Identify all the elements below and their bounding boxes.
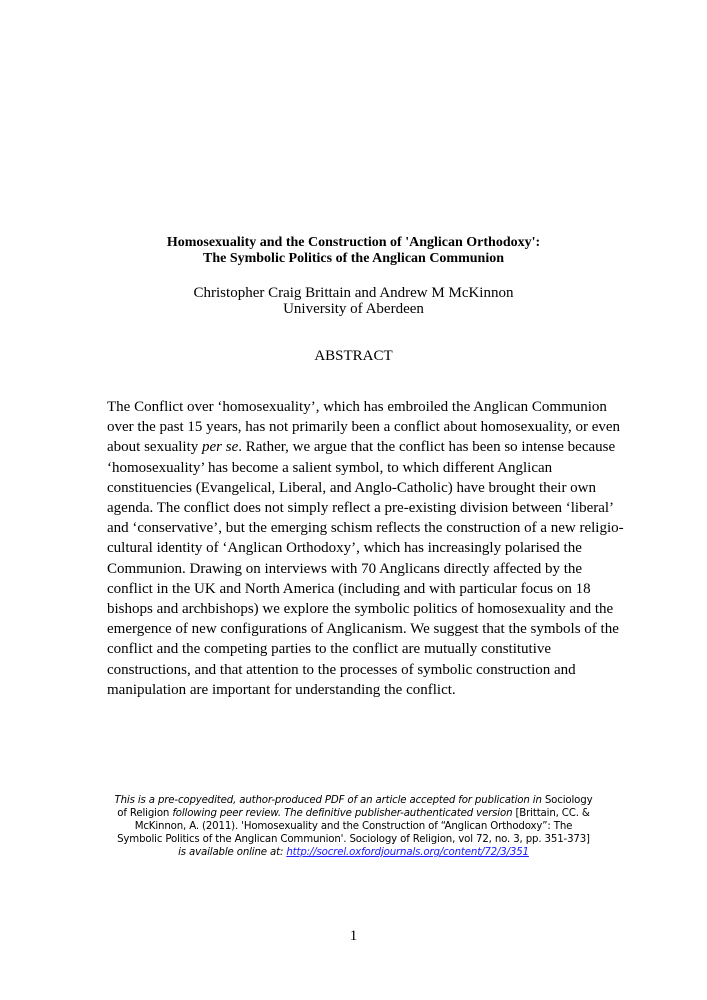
page-number: 1 bbox=[349, 928, 358, 944]
publication-note-line: Symbolic Politics of the Anglican Communion'. Sociology of Religion, vol 72, no. 3, pp. 351-373] bbox=[117, 834, 590, 845]
abstract-line: agenda. The conflict does not simply reflect a pre-existing division between ‘liberal’ bbox=[107, 500, 615, 516]
abstract-line: bishops and archbishops) we explore the symbolic politics of homosexuality and the bbox=[107, 601, 614, 617]
abstract-line: conflict in the UK and North America (including and with particular focus on 18 bbox=[107, 580, 591, 597]
publication-note-line bbox=[0, 794, 707, 807]
abstract-line: and ‘conservative’, but the emerging schism reflects the construction of a new religio- bbox=[107, 520, 624, 537]
publication-note-line bbox=[0, 846, 707, 859]
abstract-line: over the past 15 years, has not primarily been a conflict about homosexuality, or even bbox=[107, 419, 621, 436]
authors: Christopher Craig Brittain and Andrew M McKinnon bbox=[193, 285, 514, 301]
abstract-line: cultural identity of ‘Anglican Orthodoxy’, which has increasingly polarised the bbox=[107, 540, 582, 557]
abstract-text: per se bbox=[201, 439, 239, 456]
abstract-text: about sexuality bbox=[107, 439, 202, 456]
note-text: [Brittain, CC. & bbox=[512, 808, 590, 819]
abstract-line: The Conflict over ‘homosexuality’, which has embroiled the Anglican Communion bbox=[107, 399, 607, 415]
abstract-line: constituencies (Evangelical, Liberal, and Anglo-Catholic) have brought their own bbox=[107, 479, 597, 496]
title-line-1: Homosexuality and the Construction of 'Anglican Orthodoxy': bbox=[166, 235, 541, 250]
abstract-line: manipulation are important for understanding the conflict. bbox=[107, 681, 456, 698]
abstract-line: emergence of new configurations of Anglicanism. We suggest that the symbols of the bbox=[107, 621, 619, 638]
abstract-text: . Rather, we argue that the conflict has been so intense because bbox=[238, 439, 616, 456]
publication-note-line bbox=[0, 807, 707, 820]
abstract-line: constructions, and that attention to the processes of symbolic construction and bbox=[107, 661, 576, 678]
note-text: following peer review. The definitive publisher-authenticated version bbox=[172, 808, 513, 819]
abstract-line bbox=[107, 439, 615, 455]
note-text: is available online at: bbox=[178, 847, 287, 858]
affiliation: University of Aberdeen bbox=[283, 301, 424, 317]
abstract-line: conflict and the competing parties to the conflict are mutually constitutive bbox=[107, 641, 552, 658]
note-text: Sociology bbox=[541, 795, 593, 806]
abstract-heading: ABSTRACT bbox=[314, 348, 393, 364]
abstract-line: Communion. Drawing on interviews with 70 Anglicans directly affected by the bbox=[107, 560, 583, 577]
article-link[interactable]: http://socrel.oxfordjournals.org/content/72/3/351 bbox=[286, 847, 529, 858]
publication-note-line: McKinnon, A. (2011). 'Homosexuality and the Construction of “Anglican Orthodoxy”: The bbox=[134, 821, 573, 832]
title-line-2: The Symbolic Politics of the Anglican Communion bbox=[202, 251, 505, 266]
note-text: of Religion bbox=[117, 808, 173, 819]
abstract-line: ‘homosexuality’ has become a salient symbol, to which different Anglican bbox=[107, 459, 553, 476]
note-text: This is a pre-copyedited, author-produced PDF of an article accepted for publication in bbox=[114, 795, 542, 806]
